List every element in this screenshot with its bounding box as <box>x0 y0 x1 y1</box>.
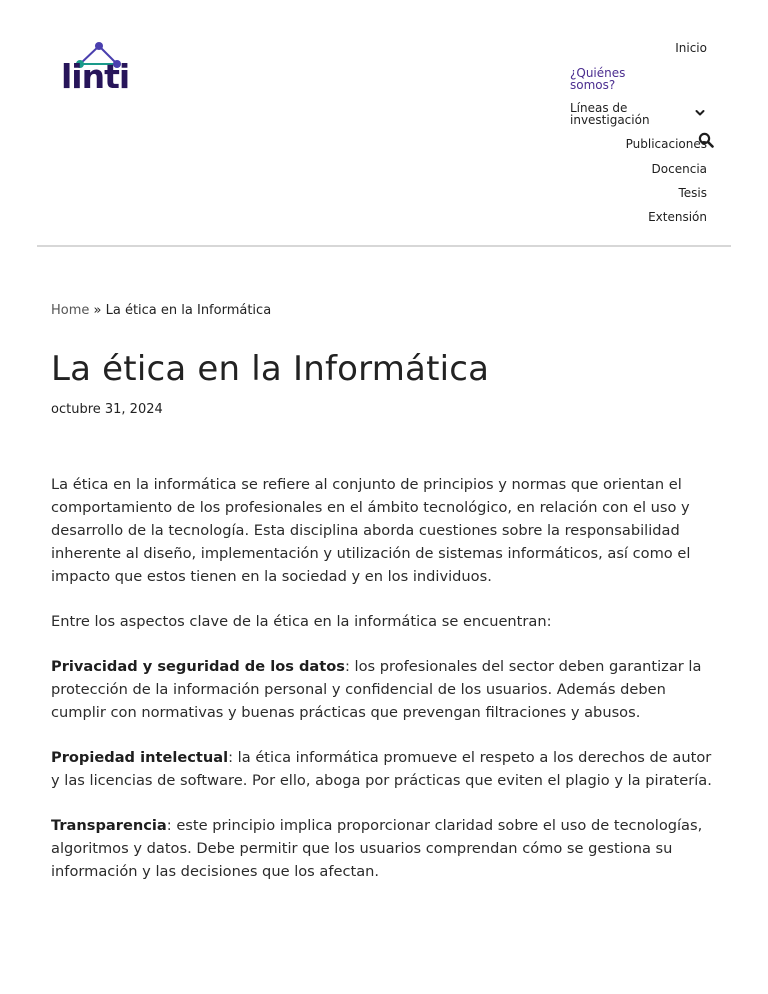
point-transparency <box>51 814 723 883</box>
breadcrumb-separator: » <box>89 303 106 318</box>
point-intellectual-property <box>51 746 723 792</box>
post-date: octubre 31, 2024 <box>51 402 163 417</box>
nav-item-lineas-investigacion[interactable]: Líneas de investigación <box>570 101 650 127</box>
intro-paragraph: La ética en la informática se refiere al conjunto de principios y normas que orientan el comportamiento de los profesionales en el ámbito tecnológico, en relación con el uso y desarrollo de la tecnología. Esta disciplina aborda cuestiones sobre la responsabilidad inherente al diseño, implementación y utilización de sistemas informáticos, así como el impacto que estos tienen en la sociedad y en los individuos. <box>51 476 691 585</box>
nav-item-tesis[interactable]: Tesis <box>678 186 707 200</box>
nav-item-publicaciones[interactable]: Publicaciones <box>625 137 707 151</box>
point-term: Privacidad y seguridad de los datos <box>51 658 345 675</box>
logo-wordmark: linti <box>61 57 130 96</box>
nav-item-quienes-somos[interactable]: ¿Quiénes somos? <box>570 66 626 92</box>
search-icon[interactable] <box>698 132 714 148</box>
nav-item-extension[interactable]: Extensión <box>648 210 707 224</box>
lead-paragraph: Entre los aspectos clave de la ética en la informática se encuentran: <box>51 613 552 630</box>
page-title: La ética en la Informática <box>51 349 490 389</box>
article-body <box>51 473 723 905</box>
chevron-down-icon[interactable] <box>694 107 706 119</box>
breadcrumb-current: La ética en la Informática <box>105 303 272 318</box>
breadcrumb-home-link[interactable]: Home <box>51 303 90 318</box>
nav-item-docencia[interactable]: Docencia <box>651 162 707 176</box>
site-logo[interactable] <box>61 40 130 98</box>
point-text: : este principio implica proporcionar claridad sobre el uso de tecnologías, algoritmos y datos. Debe permitir que los usuarios comprendan cómo se gestiona su información y las decisiones que los afectan. <box>51 817 703 880</box>
point-text: : la ética informática promueve el respeto a los derechos de autor y las licencias de software. Por ello, aboga por prácticas que eviten el plagio y la piratería. <box>51 749 712 789</box>
point-privacy <box>51 655 723 724</box>
point-term: Propiedad intelectual <box>51 749 229 766</box>
nav-item-inicio[interactable]: Inicio <box>675 41 707 55</box>
site-header <box>37 0 731 247</box>
point-text: : los profesionales del sector deben garantizar la protección de la información personal y confidencial de los usuarios. Además deben cumplir con normativas y buenas prácticas que prevengan filtraciones y abusos. <box>51 658 702 721</box>
breadcrumb <box>51 302 271 320</box>
point-term: Transparencia <box>51 817 167 834</box>
